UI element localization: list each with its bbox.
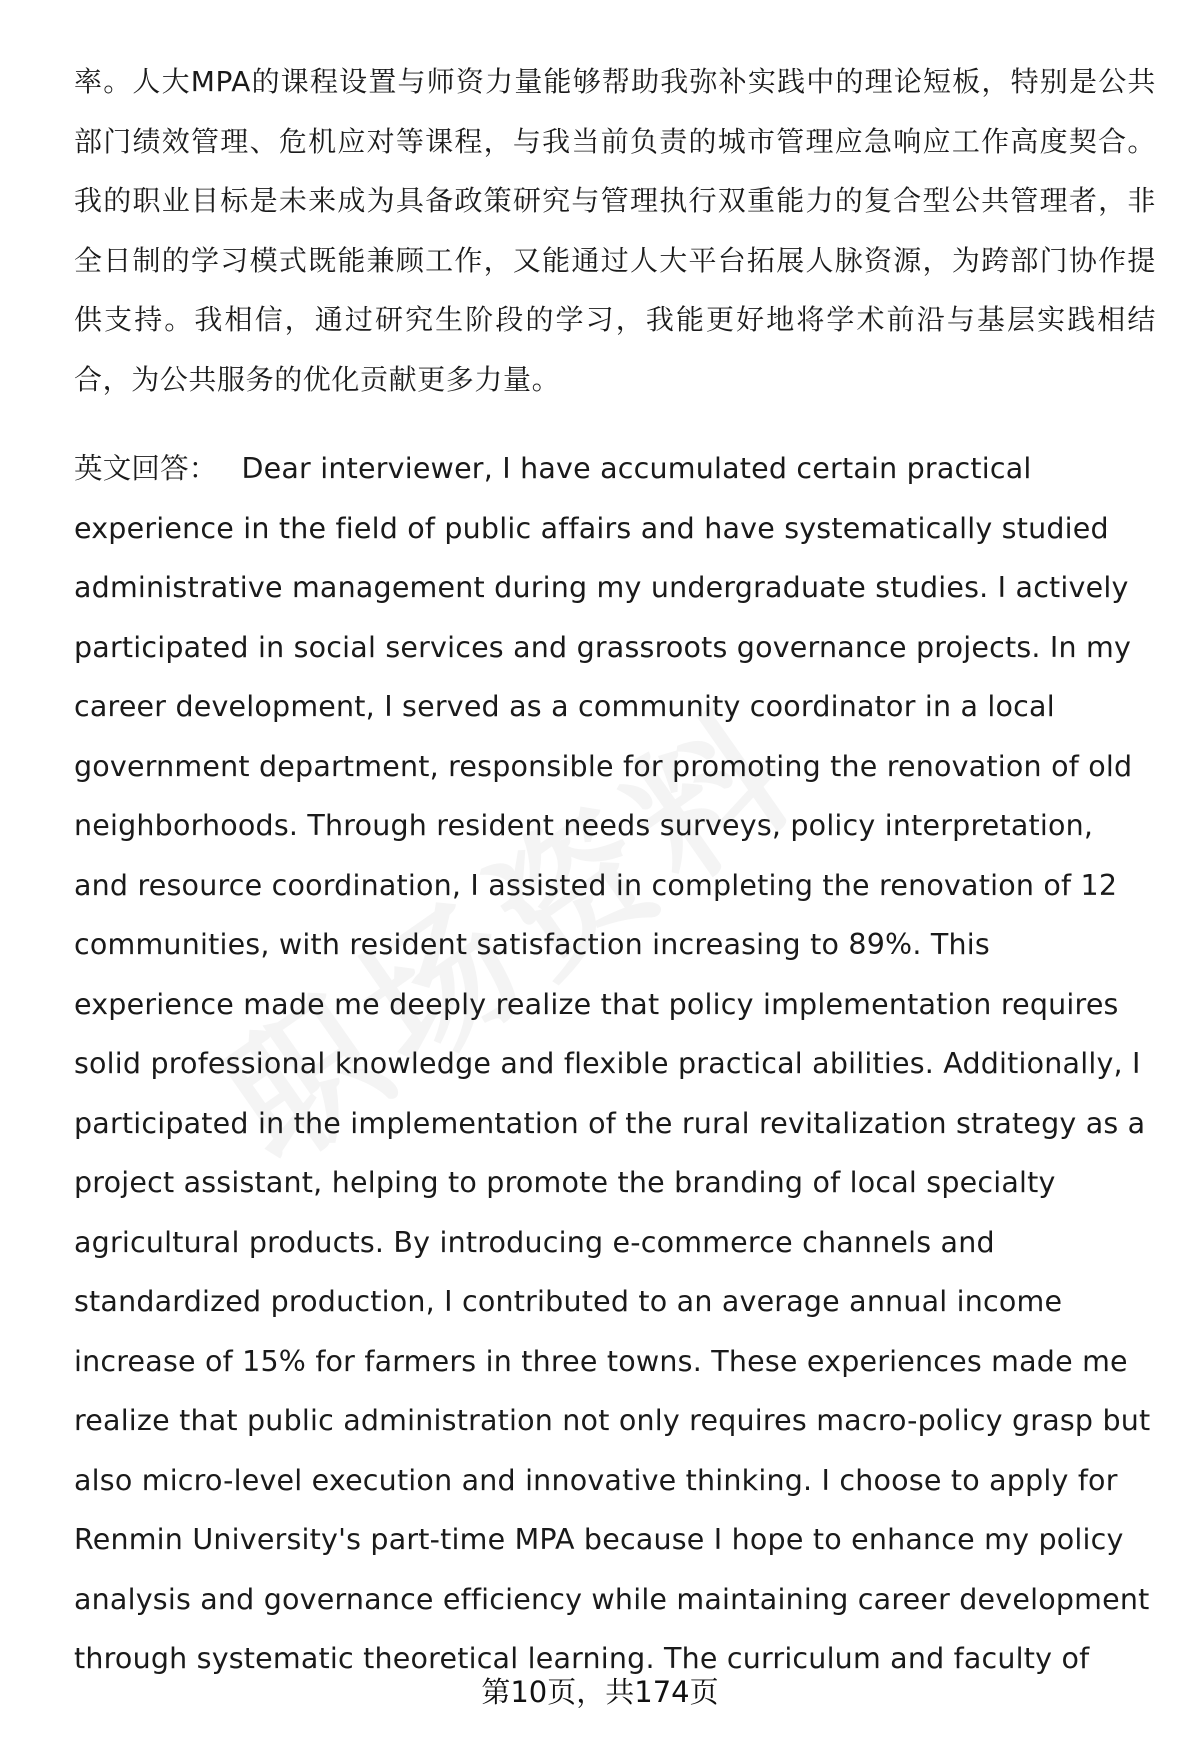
page-number-footer: 第10页，共174页 bbox=[481, 1675, 719, 1709]
chinese-paragraph: 率。人大MPA的课程设置与师资力量能够帮助我弥补实践中的理论短板，特别是公共部门绩效管理、危机应对等课程，与我当前负责的城市管理应急响应工作高度契合。我的职业目标是未来成为具备政策研究与管理执行双重能力的复合型公共管理者，非全日制的学习模式既能兼顾工作，又能通过人大平台拓展人脉资源，为跨部门协作提供支持。我相信，通过研究生阶段的学习，我能更好地将学术前沿与基层实践相结合，为公共服务的优化贡献更多力量。 bbox=[74, 65, 1156, 396]
english-answer-label: 英文回答： bbox=[74, 452, 218, 485]
english-answer-text: Dear interviewer, I have accumulated certain practical experience in the field of public affairs and have systematically studied administrative management during my undergraduate studies. I actively participated in social services and grassroots governance projects. In my career development, I served as a community coordinator in a local government department, responsible for promoting the renovation of old neighborhoods. Through resident needs surveys, policy interpretation, and resource coordination, I assisted in completing the renovation of 12 communities, with resident satisfaction increasing to 89%. This experience made me deeply realize that policy implementation requires solid professional knowledge and flexible practical abilities. Additionally, I participated in the implementation of the rural revitalization strategy as a project assistant, helping to promote the branding of local specialty agricultural products. By introducing e-commerce channels and standardized production, I contributed to an average annual income increase of 15% for farmers in three towns. These experiences made me realize that public administration not only requires macro-policy grasp but also micro-level execution and innovative thinking. I choose to apply for Renmin University's part-time MPA because I hope to enhance my policy analysis and governance efficiency while maintaining career development through systematic theoretical learning. The curriculum and faculty of bbox=[74, 452, 1151, 1675]
document-body bbox=[74, 52, 1156, 1689]
english-answer-paragraph bbox=[74, 439, 1156, 1689]
